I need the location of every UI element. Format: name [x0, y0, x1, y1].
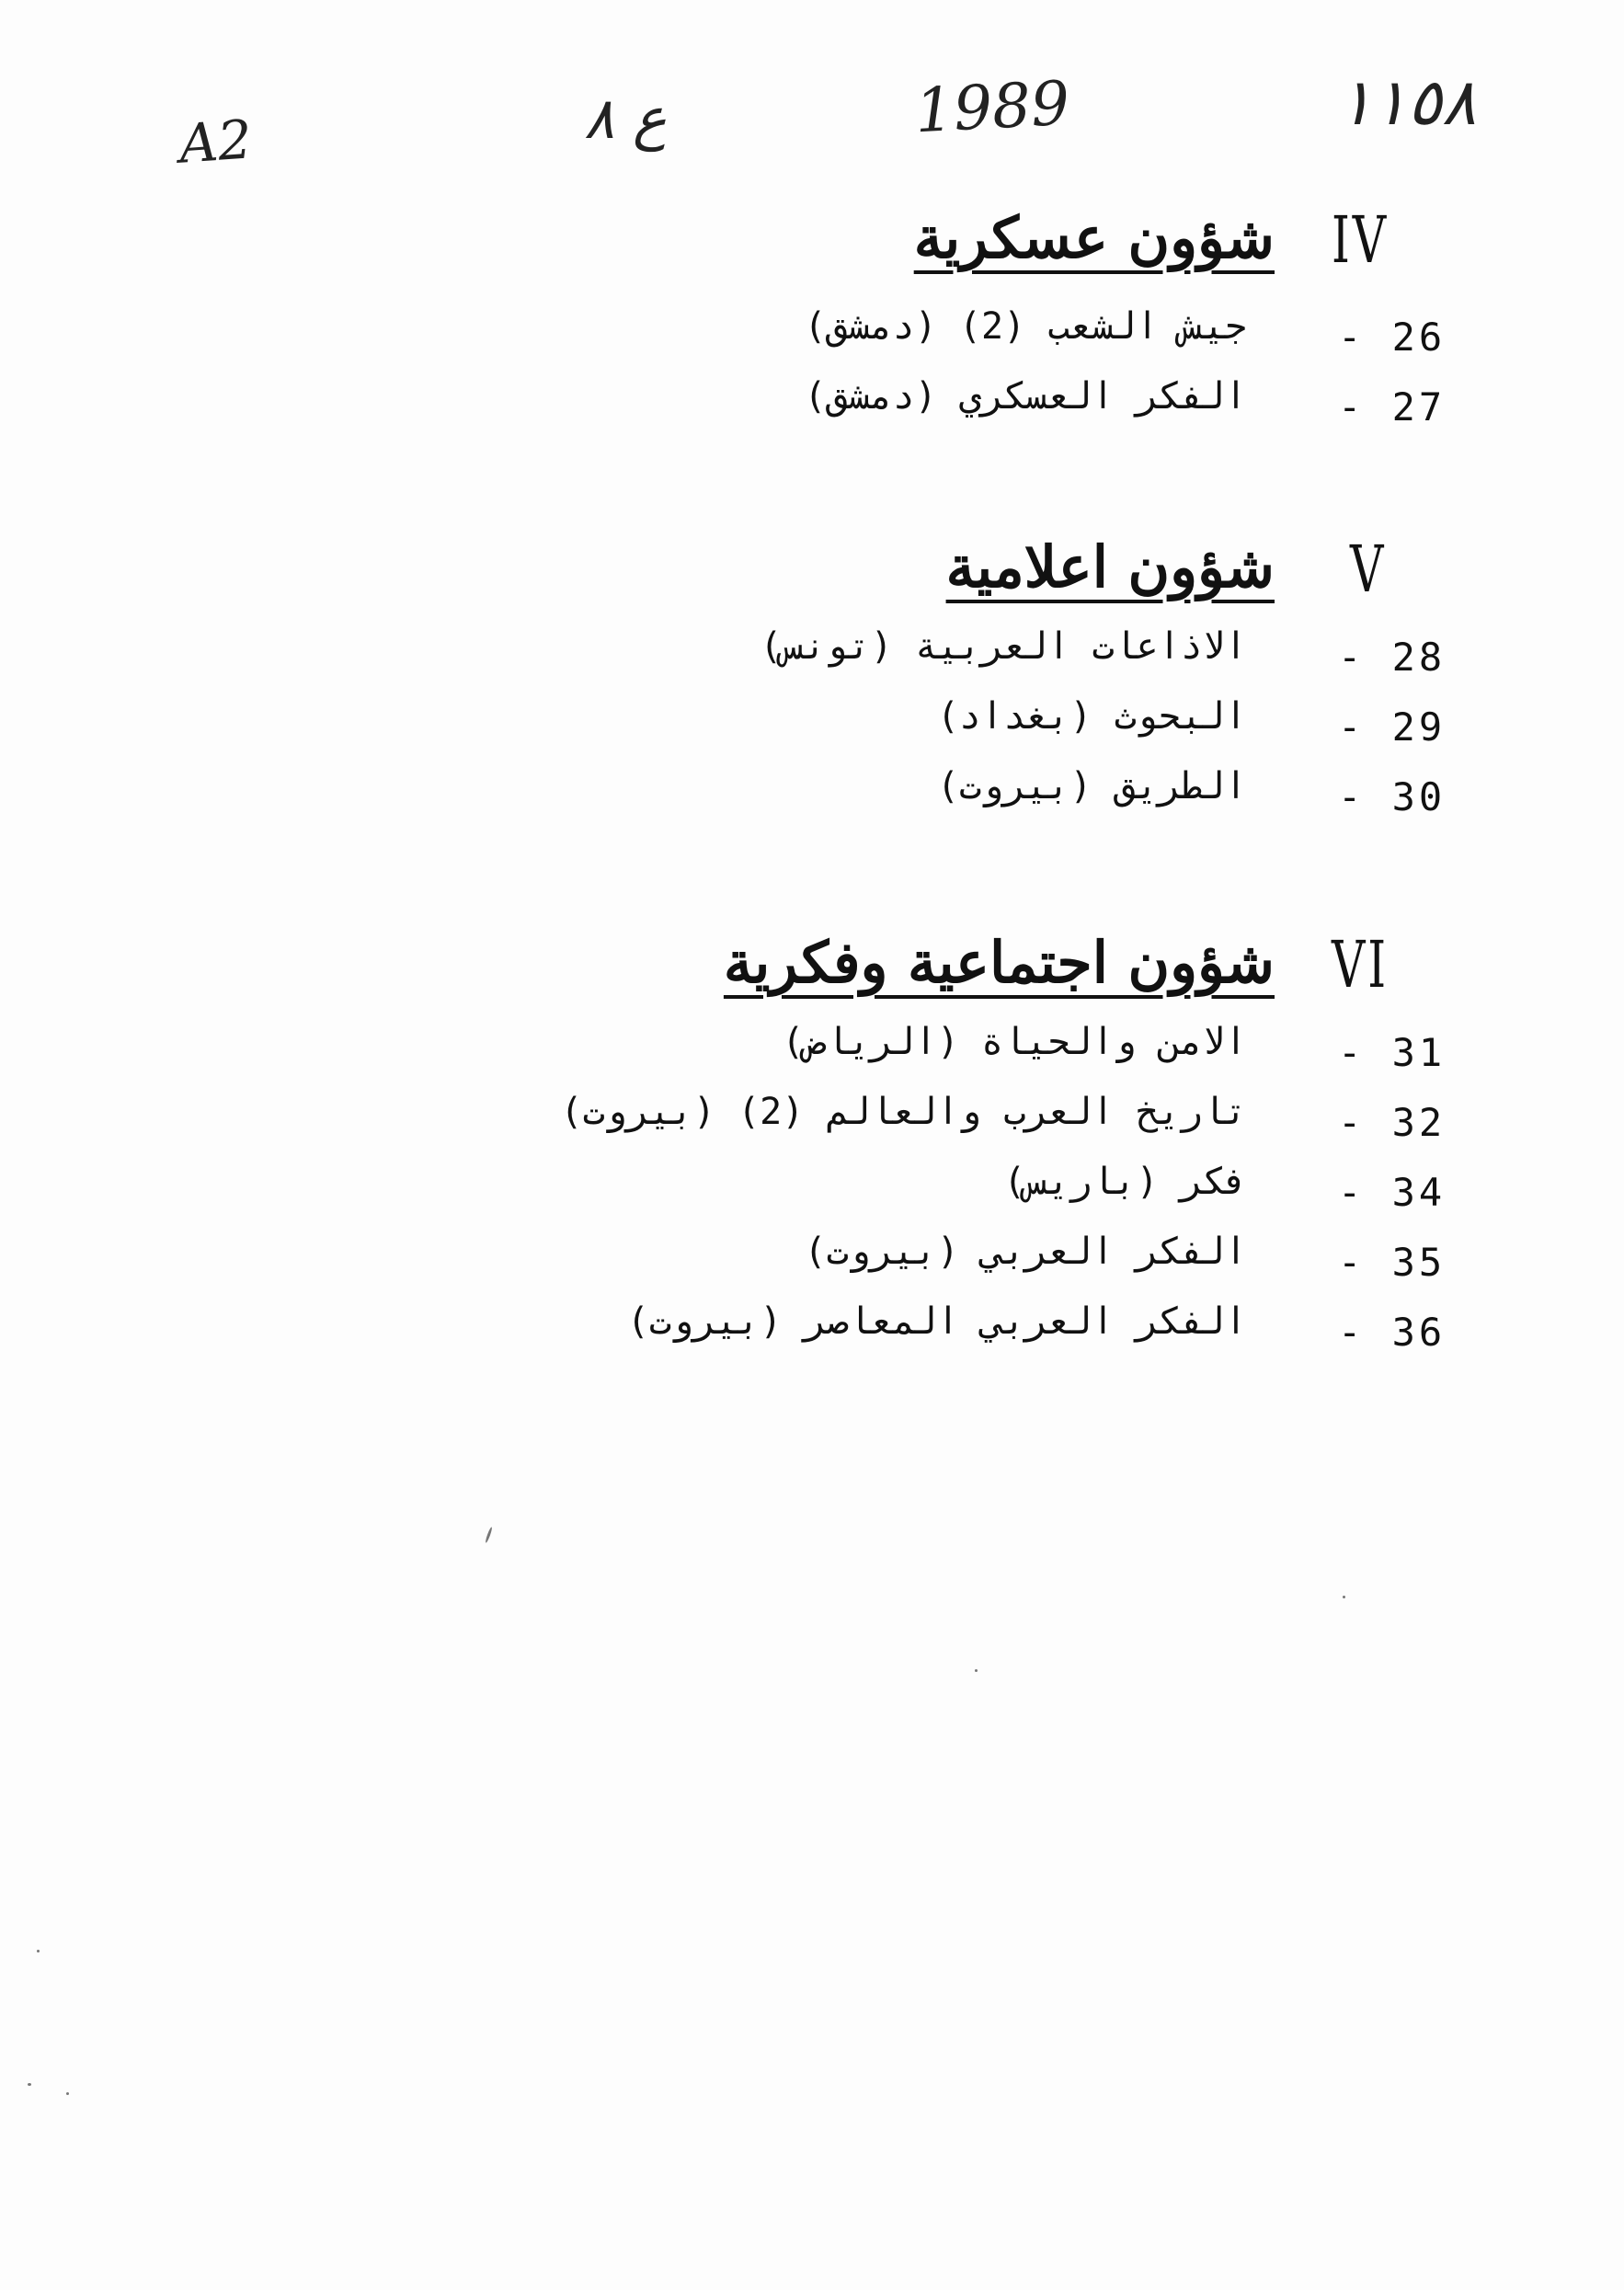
- scan-speck: [37, 1950, 40, 1952]
- item-number: - 35: [1338, 1240, 1447, 1285]
- item-number: - 26: [1338, 315, 1447, 360]
- section-numeral: IV: [1332, 202, 1390, 278]
- scan-speck: [66, 2092, 69, 2095]
- item-title: الفكر العسكري (دمشق): [804, 375, 1247, 418]
- item-number: - 30: [1338, 774, 1447, 819]
- item-number: - 28: [1338, 635, 1447, 680]
- item-title: الامن والحياة (الرياض): [782, 1021, 1247, 1063]
- section-title: شؤون اعلامية: [945, 533, 1275, 601]
- section-numeral: V: [1350, 532, 1387, 607]
- item-number: - 29: [1338, 704, 1447, 750]
- item-number: - 34: [1338, 1170, 1447, 1215]
- item-number: - 27: [1338, 384, 1447, 429]
- scan-speck: [28, 2083, 31, 2086]
- item-number: - 31: [1338, 1030, 1447, 1075]
- handwritten-code: ع ٨: [584, 85, 668, 152]
- handwritten-year: 1989: [913, 67, 1071, 147]
- section-title: شؤون عسكرية: [913, 204, 1275, 271]
- section-numeral: VI: [1332, 927, 1390, 1002]
- item-title: البحوث (بغداد): [936, 695, 1247, 738]
- item-title: تاريخ العرب والعالم (2) (بيروت): [560, 1091, 1247, 1133]
- item-title: الطريق (بيروت): [936, 765, 1247, 807]
- handwritten-number: ١١٥٨: [1338, 64, 1477, 140]
- item-title: جيش الشعب (2) (دمشق): [804, 305, 1247, 348]
- item-title: الفكر العربي المعاصر (بيروت): [626, 1300, 1247, 1343]
- item-title: الاذاعات العربية (تونس): [760, 625, 1247, 668]
- scan-speck: [1343, 1596, 1345, 1598]
- scan-speck: [485, 1527, 493, 1543]
- handwritten-note-a2: A2: [177, 108, 255, 176]
- item-title: الفكر العربي (بيروت): [804, 1231, 1247, 1273]
- scan-speck: [975, 1669, 978, 1672]
- item-title: فكر (باريس): [1003, 1161, 1247, 1203]
- section-title: شؤون اجتماعية وفكرية: [723, 929, 1275, 996]
- item-number: - 32: [1338, 1100, 1447, 1145]
- item-number: - 36: [1338, 1310, 1447, 1355]
